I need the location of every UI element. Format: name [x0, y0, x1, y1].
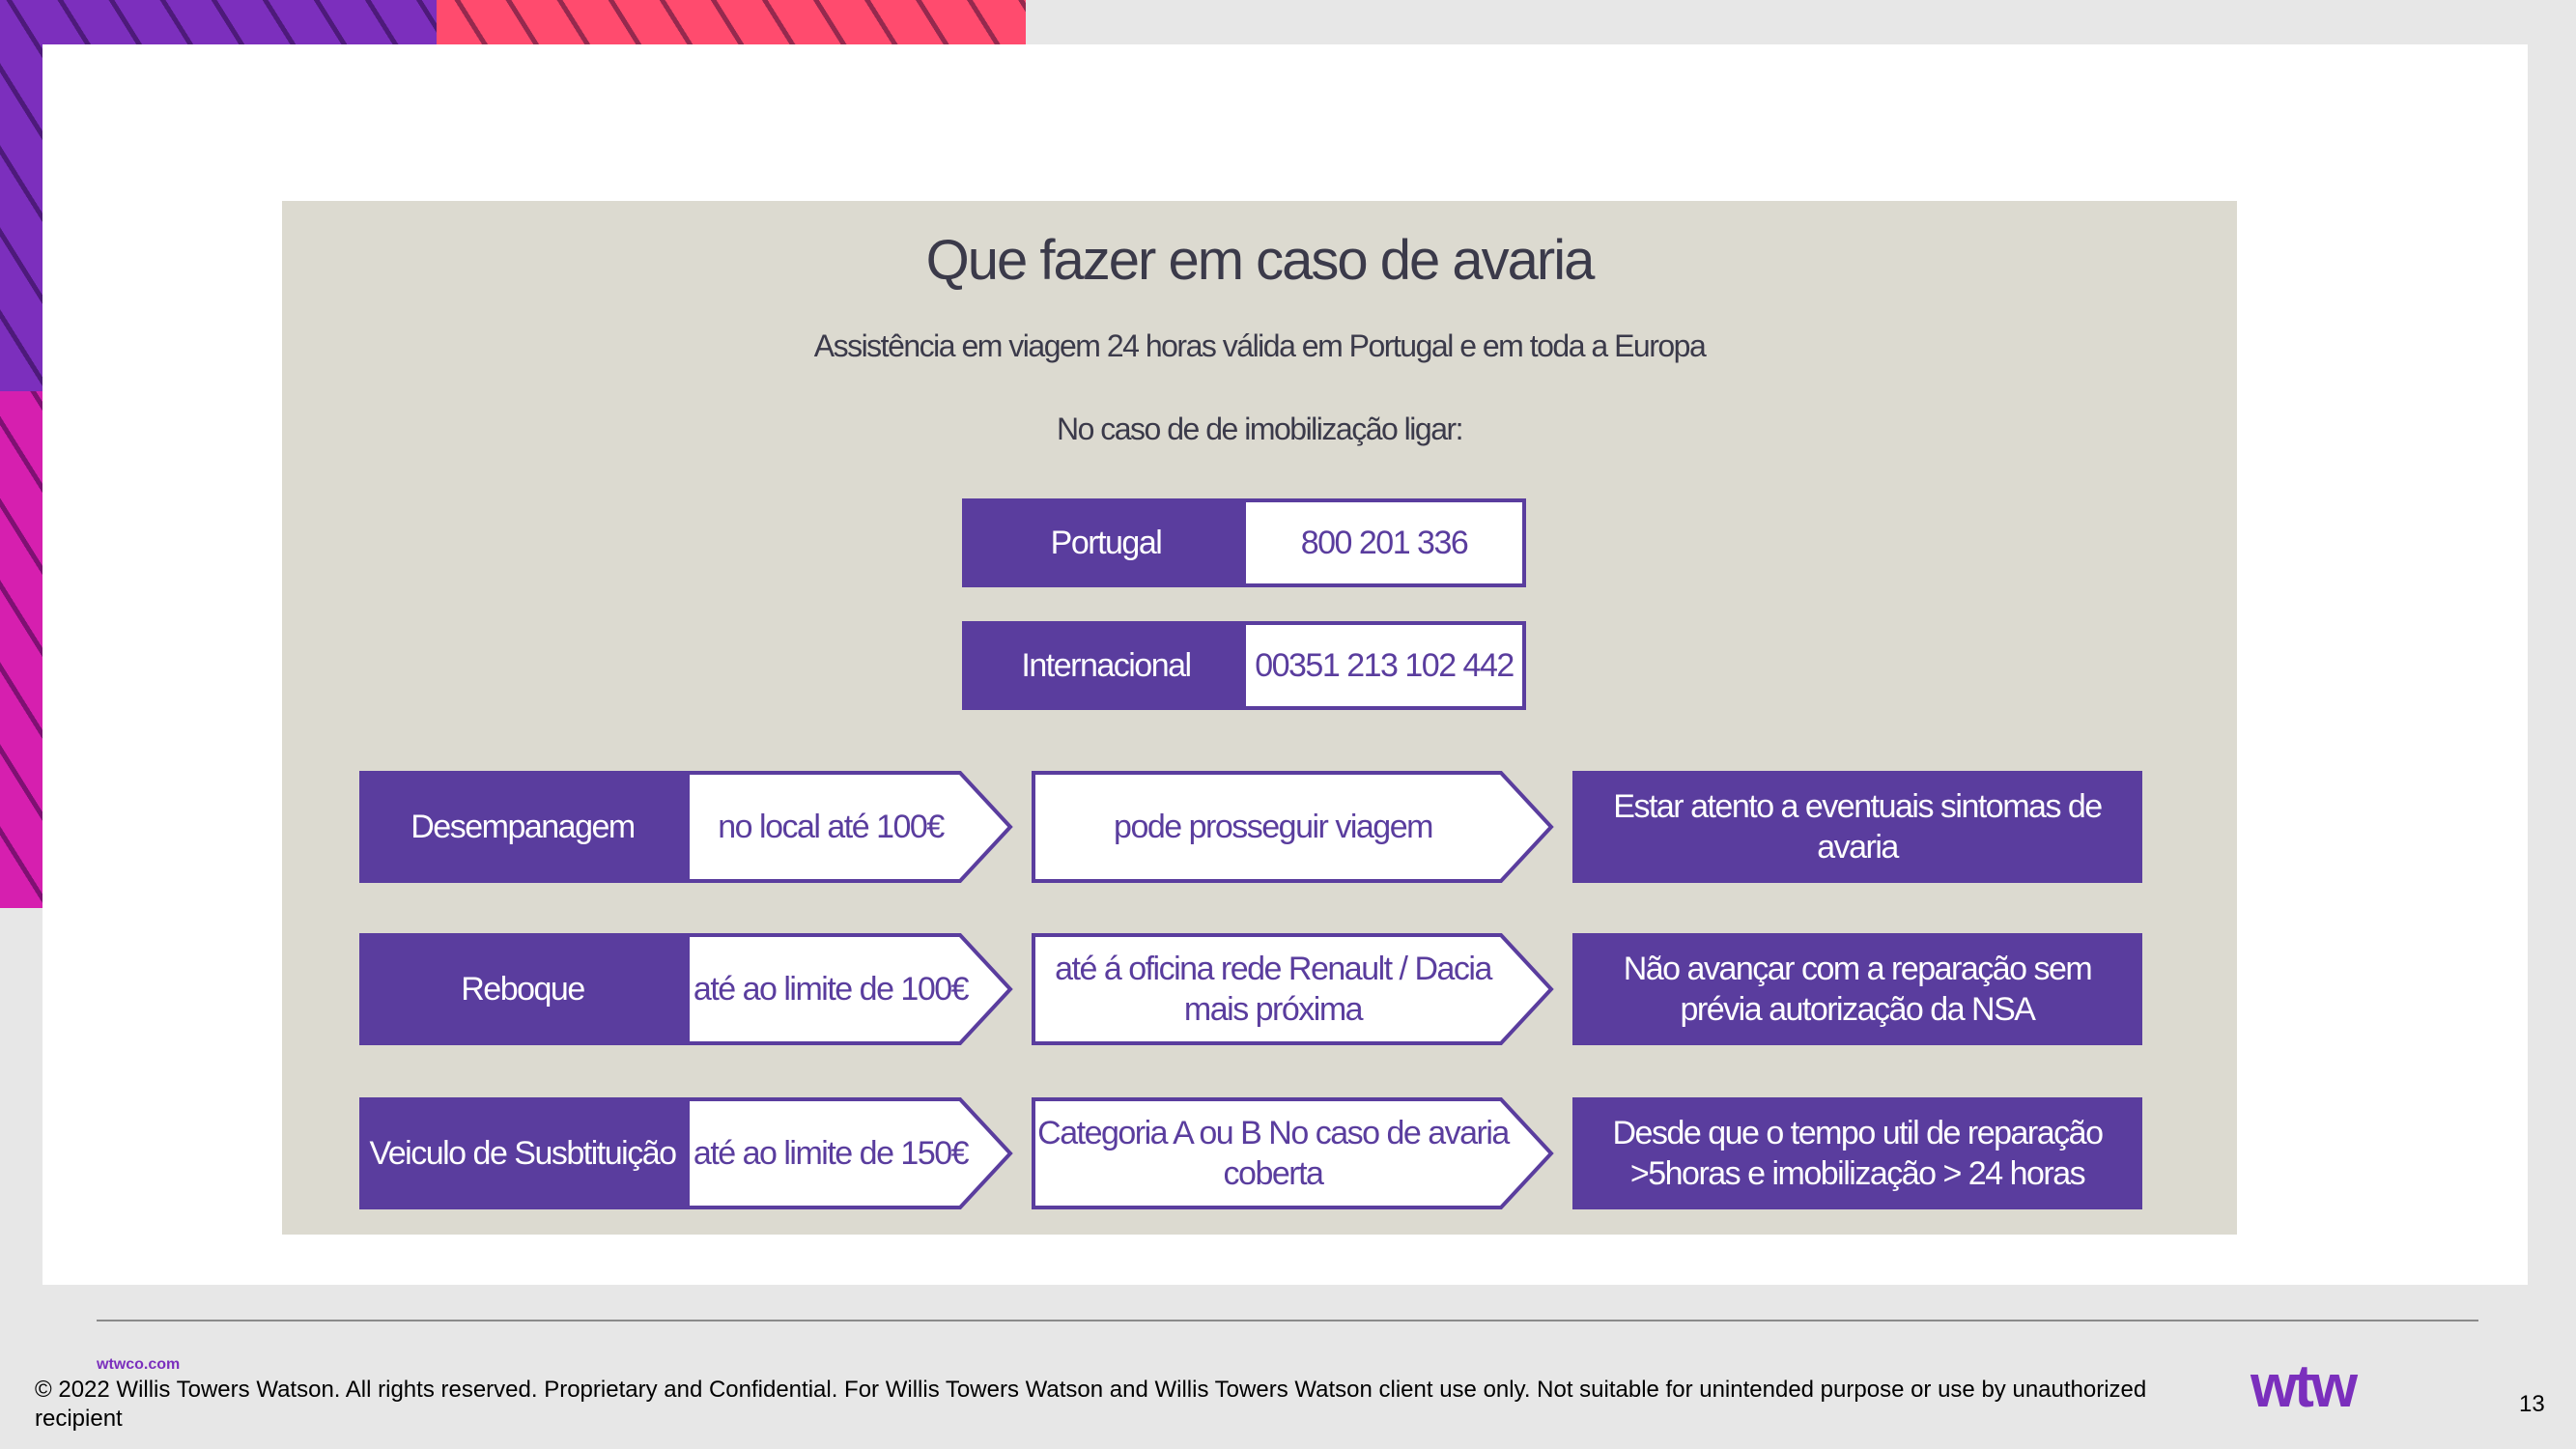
service-limit: até ao limite de 150€ — [693, 1134, 969, 1172]
footer-url-link[interactable]: wtwco.com — [97, 1356, 181, 1373]
service-condition: Categoria A ou B No caso de avaria coberta — [1037, 1114, 1509, 1192]
service-condition-arrow — [1032, 1097, 1555, 1209]
slide-title: Que fazer em caso de avaria — [925, 229, 1594, 292]
service-condition: pode prosseguir viagem — [1114, 808, 1432, 845]
contact-phone-number: 800 201 336 — [1246, 502, 1522, 583]
footer-copyright: © 2022 Willis Towers Watson. All rights reserved. Proprietary and Confidential. For Willis Towers Watson and Willis Towers Watson client use only. Not suitable for unintended purpose or use by unauthorized recipient — [35, 1377, 2147, 1432]
service-limit-arrow — [686, 1097, 1014, 1209]
slide-subtitle: Assistência em viagem 24 horas válida em Portugal e em toda a Europa — [813, 328, 1706, 363]
service-row-veiculo-substituicao — [359, 1097, 2156, 1209]
contact-row-portugal — [962, 498, 1526, 587]
wtw-logo: wtw — [2250, 1353, 2356, 1420]
contact-row-international — [962, 621, 1526, 710]
call-instruction: No caso de de imobilização ligar: — [1056, 412, 1463, 446]
service-limit-arrow — [686, 933, 1014, 1045]
service-condition-arrow — [1032, 771, 1555, 883]
contact-region: Portugal — [966, 502, 1246, 583]
service-row-reboque — [359, 933, 2156, 1045]
service-row-desempanagem — [359, 771, 2156, 883]
service-note: Não avançar com a reparação sem prévia autorização da NSA — [1572, 933, 2142, 1045]
service-name: Reboque — [359, 933, 686, 1045]
content-panel — [282, 201, 2237, 1235]
service-name: Desempanagem — [359, 771, 686, 883]
slide-card — [42, 44, 2528, 1285]
footer-divider — [97, 1320, 2478, 1321]
contact-region: Internacional — [966, 625, 1246, 706]
decorative-magenta-block — [0, 391, 42, 908]
service-condition: até á oficina rede Renault / Dacia mais próxima — [1055, 950, 1491, 1028]
service-name: Veiculo de Susbtituição — [359, 1097, 686, 1209]
service-note: Estar atento a eventuais sintomas de avaria — [1572, 771, 2142, 883]
contact-phone-number: 00351 213 102 442 — [1246, 625, 1522, 706]
service-limit-arrow — [686, 771, 1014, 883]
page-number: 13 — [2519, 1391, 2545, 1417]
service-note: Desde que o tempo util de reparação >5horas e imobilização > 24 horas — [1572, 1097, 2142, 1209]
decorative-pink-block — [437, 0, 1026, 44]
service-limit: até ao limite de 100€ — [693, 970, 969, 1008]
service-limit: no local até 100€ — [718, 808, 944, 845]
service-condition-arrow — [1032, 933, 1555, 1045]
